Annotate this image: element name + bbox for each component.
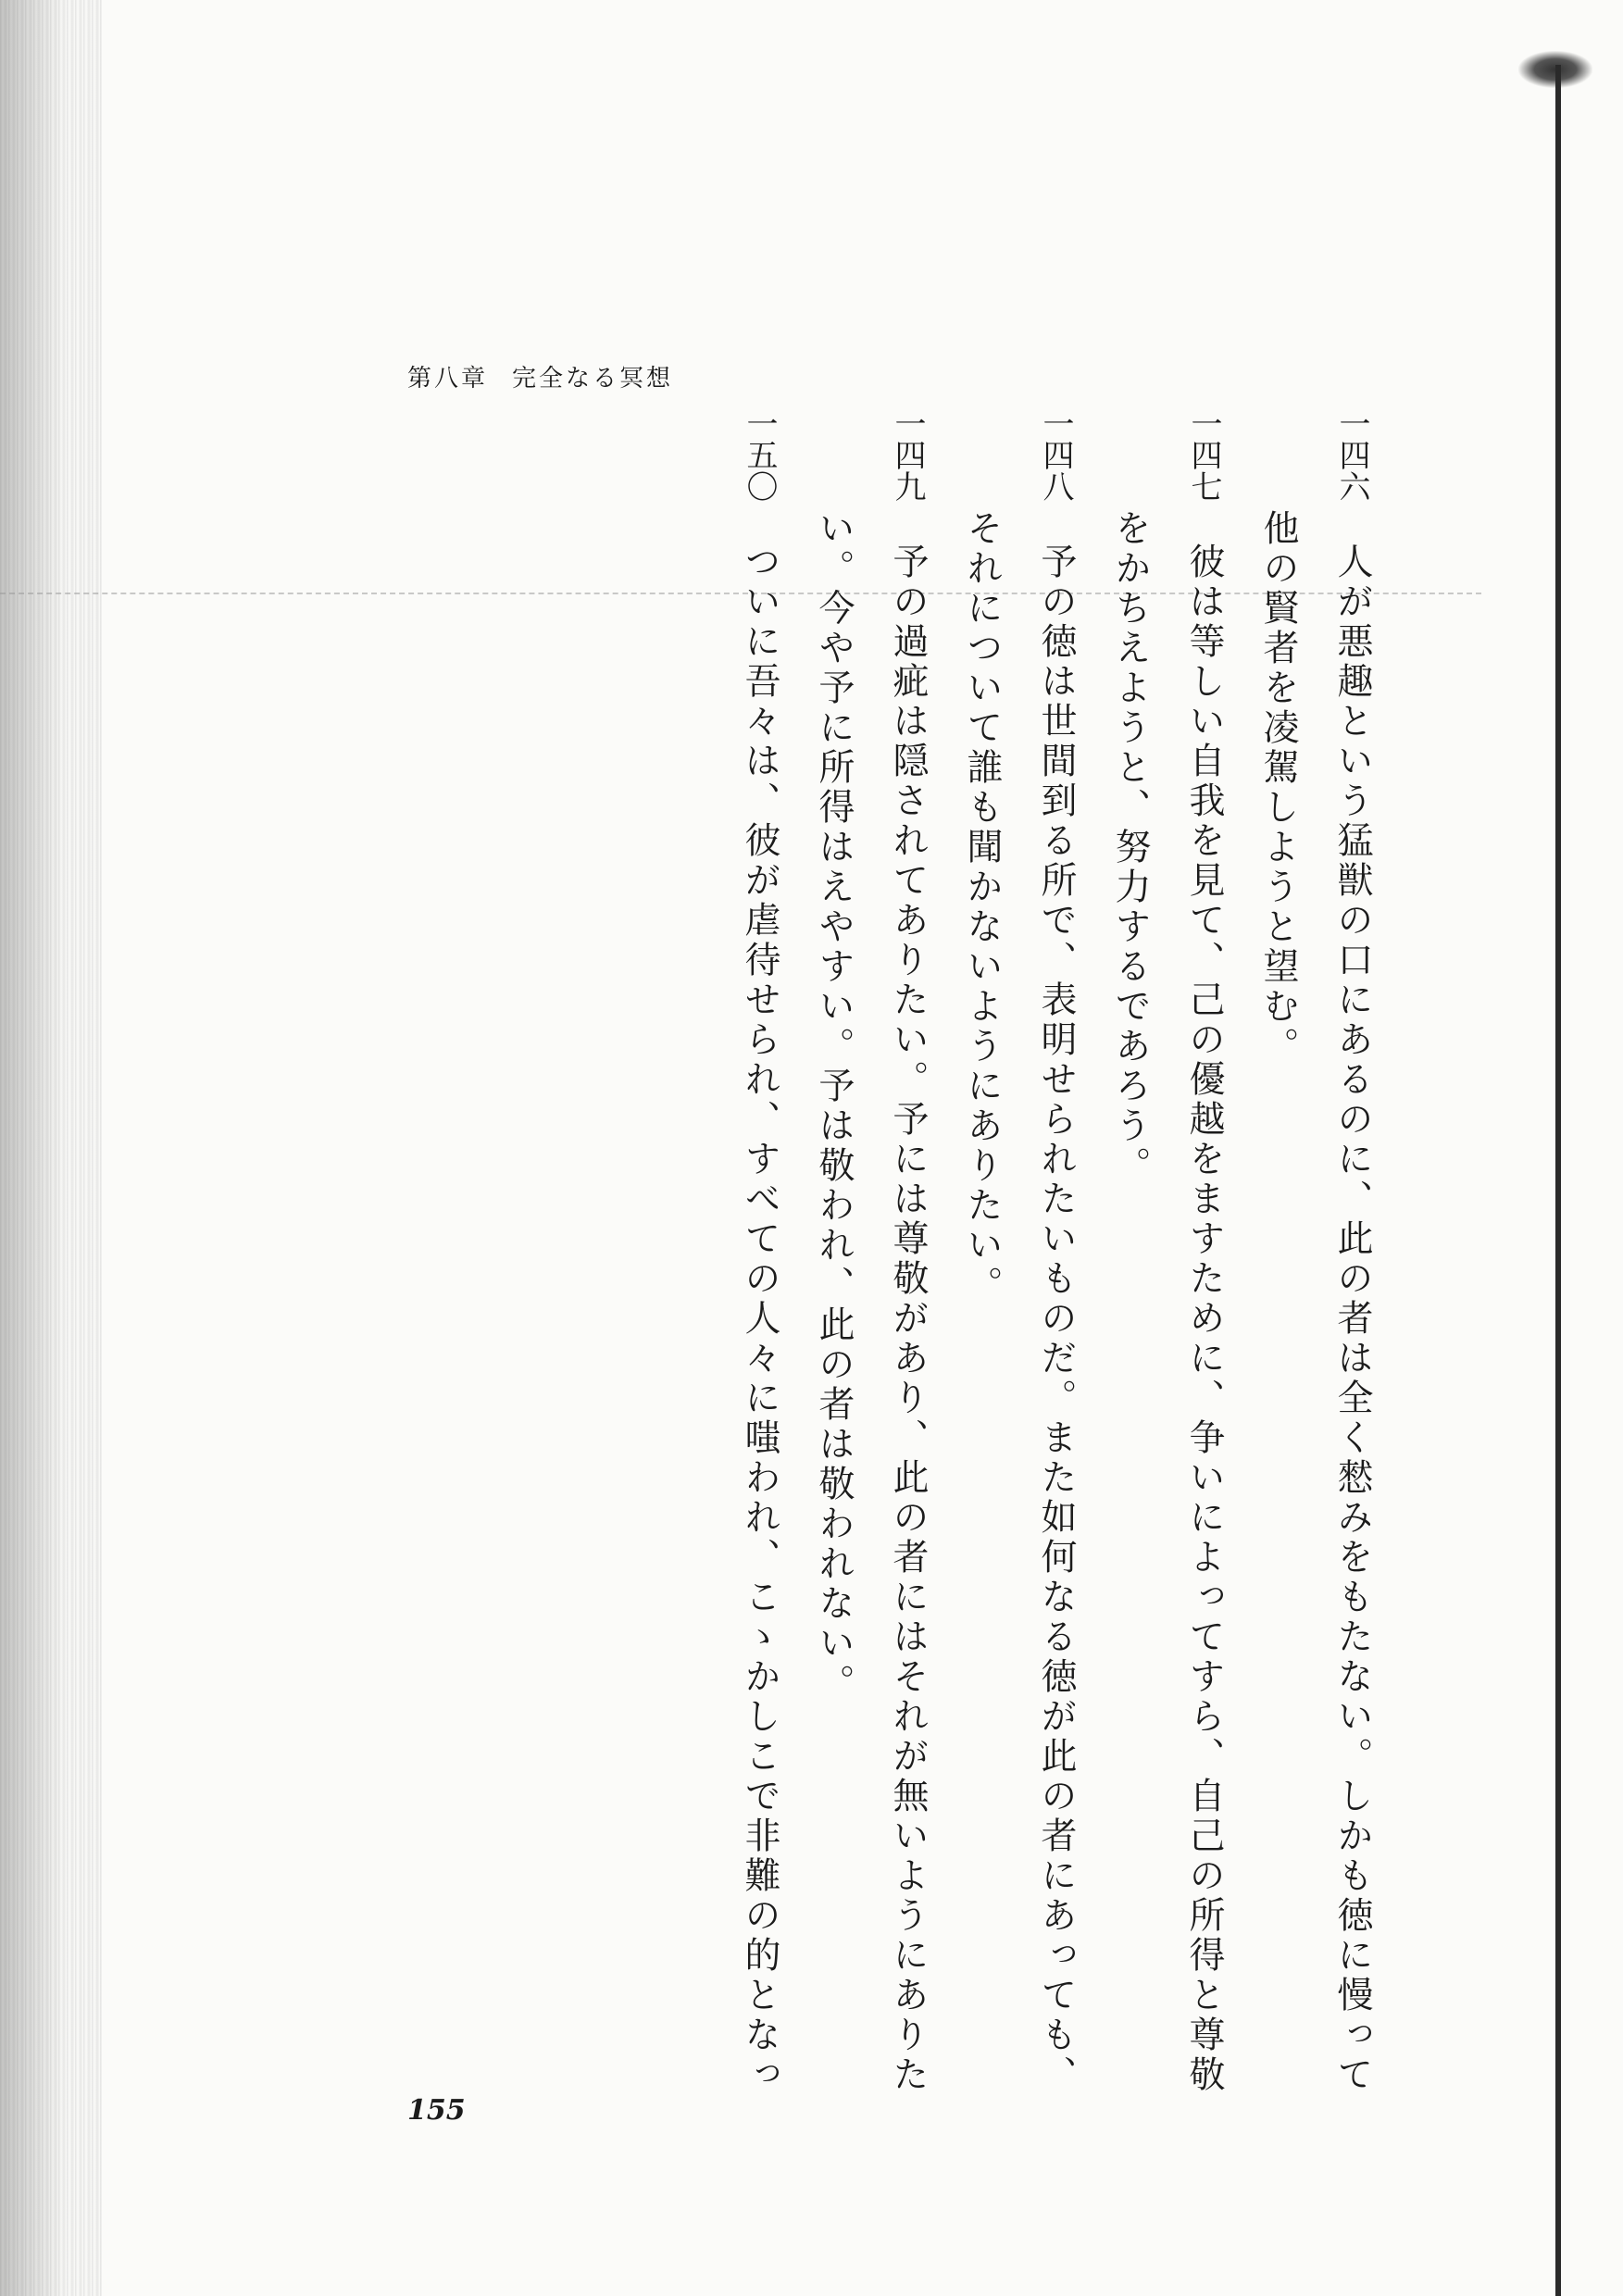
verse-number: 一五〇 xyxy=(741,407,778,502)
verse-line: 他の賢者を凌駕しようと望む。 xyxy=(1257,509,1299,1067)
verse-line: い。今や予に所得はえやすい。予は敬われ、此の者は敬われない。 xyxy=(813,509,855,1703)
verse-line: をかちえようと、努力するであろう。 xyxy=(1109,509,1151,1186)
chapter-label: 第八章 xyxy=(407,365,489,393)
text-body xyxy=(722,407,1389,2111)
verse-150 xyxy=(722,407,796,2111)
verse-text: 彼は等しい自我を見て、己の優越をますために、争いによってすら、自己の所得と尊敬 xyxy=(1183,543,1225,2095)
verse-number: 一四九 xyxy=(889,407,926,502)
verse-text: 予の過疵は隠されてありたい。予には尊敬があり、此の者にはそれが無いようにありた xyxy=(887,543,929,2095)
verse-line xyxy=(870,407,944,2111)
verse-148 xyxy=(944,407,1092,2111)
verse-number: 一四八 xyxy=(1037,407,1074,502)
verse-number: 一四七 xyxy=(1185,407,1222,502)
scan-shadow xyxy=(0,0,102,2296)
verse-line xyxy=(722,407,796,2111)
page-number: 155 xyxy=(407,2094,466,2127)
verse-number: 一四六 xyxy=(1333,407,1370,502)
verse-line xyxy=(1018,407,1092,2111)
verse-147 xyxy=(1092,407,1241,2111)
chapter-title: 完全なる冥想 xyxy=(512,365,674,393)
verse-line: それについて誰も聞かないようにありたい。 xyxy=(961,509,1003,1305)
verse-line xyxy=(1315,407,1389,2111)
verse-146 xyxy=(1241,407,1389,2111)
verse-149 xyxy=(796,407,944,2111)
verse-text: 予の徳は世間到る所で、表明せられたいものだ。また如何なる徳が此の者にあっても、 xyxy=(1035,543,1077,2095)
verse-line xyxy=(1167,407,1241,2111)
verse-text: 人が悪趣という猛獣の口にあるのに、此の者は全く憖みをもたない。しかも徳に慢って xyxy=(1331,543,1373,2095)
verse-text: ついに吾々は、彼が虐待せられ、すべての人々に嗤われ、こゝかしこで非難の的となっ xyxy=(739,543,780,2095)
binding-line xyxy=(1555,65,1561,2296)
running-head xyxy=(407,359,697,393)
